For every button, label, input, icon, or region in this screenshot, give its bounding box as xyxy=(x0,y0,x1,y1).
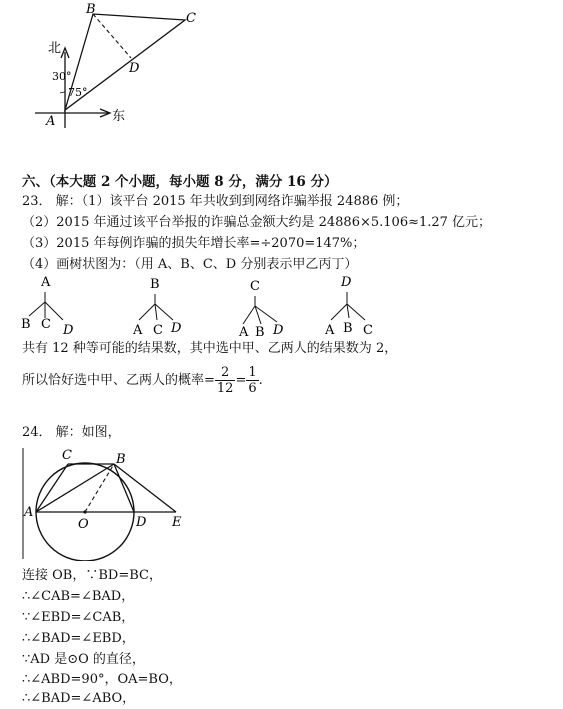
tree-leaf: C xyxy=(363,323,373,338)
q24-step-3: ∵∠EBD=∠CAB， xyxy=(22,610,135,625)
label-c: C xyxy=(186,11,196,26)
label-angle-30: 30° xyxy=(52,70,72,83)
q24-step-6: ∴∠ABD=90°，OA=BO， xyxy=(22,672,182,687)
dashed-bd xyxy=(93,14,131,58)
label-north: 北 xyxy=(48,41,62,56)
label-e: E xyxy=(172,515,182,530)
q24-step-4: ∴∠BAD=∠EBD， xyxy=(22,631,135,646)
label-b: B xyxy=(116,452,126,467)
tree-leaf: C xyxy=(41,317,51,332)
label-o: O xyxy=(78,517,89,532)
equals-sign: = xyxy=(235,373,247,388)
label-east: 东 xyxy=(112,109,126,124)
label-d: D xyxy=(129,61,140,76)
q23-line-5: 共有 12 种等可能的结果数，其中选中甲、乙两人的结果数为 2， xyxy=(22,341,398,356)
segment-ac xyxy=(36,464,68,512)
q23-line-2: （2）2015 年通过该平台举报的诈骗总金额大约是 24886×5.106≈1.27 亿元； xyxy=(22,215,492,230)
tree-root: B xyxy=(150,277,160,292)
tree-diagrams xyxy=(15,272,395,342)
tree-root: C xyxy=(250,279,260,294)
q23-line-3: （3）2015 年每例诈骗的损失年增长率=÷2070=147%； xyxy=(22,236,366,251)
tree-leaf: A xyxy=(239,325,249,340)
tree-leaf: D xyxy=(273,323,284,338)
direction-diagram xyxy=(20,0,220,145)
dashed-ob xyxy=(85,464,114,512)
q23-line-1: 23． 解：（1）该平台 2015 年共收到到网络诈骗举报 24886 例； xyxy=(22,194,409,209)
label-b: B xyxy=(86,2,96,17)
tree-root: D xyxy=(341,275,352,290)
label-angle-75: 75° xyxy=(68,86,88,99)
q24-step-5: ∵AD 是⊙O 的直径， xyxy=(22,652,145,667)
tree-c xyxy=(238,279,284,340)
tree-leaf: D xyxy=(63,323,74,338)
label-d: D xyxy=(136,515,147,530)
q24-title: 24． 解：如图， xyxy=(22,425,121,440)
tree-b xyxy=(132,277,182,338)
tree-root: A xyxy=(41,275,51,290)
probability-text: 所以恰好选中甲、乙两人的概率= xyxy=(22,373,215,388)
fraction-2-12: $\frac{2}{12}$ xyxy=(216,365,234,396)
tree-leaf: B xyxy=(255,325,265,340)
label-c: C xyxy=(62,448,72,463)
label-a: A xyxy=(46,114,56,129)
q24-step-7: ∴∠BAD=∠ABO， xyxy=(22,691,136,706)
circle-diagram xyxy=(22,446,194,561)
period: . xyxy=(258,373,263,388)
tree-leaf: C xyxy=(153,323,163,338)
tree-leaf: D xyxy=(171,321,182,336)
angle-arc-30 xyxy=(60,92,65,93)
segment-ab xyxy=(36,464,114,512)
label-a: A xyxy=(24,505,34,520)
tree-a xyxy=(21,275,74,338)
tree-leaf: B xyxy=(21,317,31,332)
section-heading: 六、（本大题 2 个小题，每小题 8 分，满分 16 分） xyxy=(22,174,338,190)
tree-leaf: B xyxy=(343,321,353,336)
fraction-1-6: $\frac{1}{6}$ xyxy=(248,365,257,396)
tree-leaf: A xyxy=(325,323,335,338)
q23-line-4: （4）画树状图为：（用 A、B、C、D 分别表示甲乙丙丁） xyxy=(22,257,358,272)
q24-step-2: ∴∠CAB=∠BAD， xyxy=(22,589,135,604)
tree-d xyxy=(324,275,373,338)
tree-leaf: A xyxy=(133,323,143,338)
q24-step-1: 连接 OB，∵BD=BC， xyxy=(22,568,162,583)
q23-line-6 xyxy=(22,362,263,400)
center-dot xyxy=(83,510,86,513)
